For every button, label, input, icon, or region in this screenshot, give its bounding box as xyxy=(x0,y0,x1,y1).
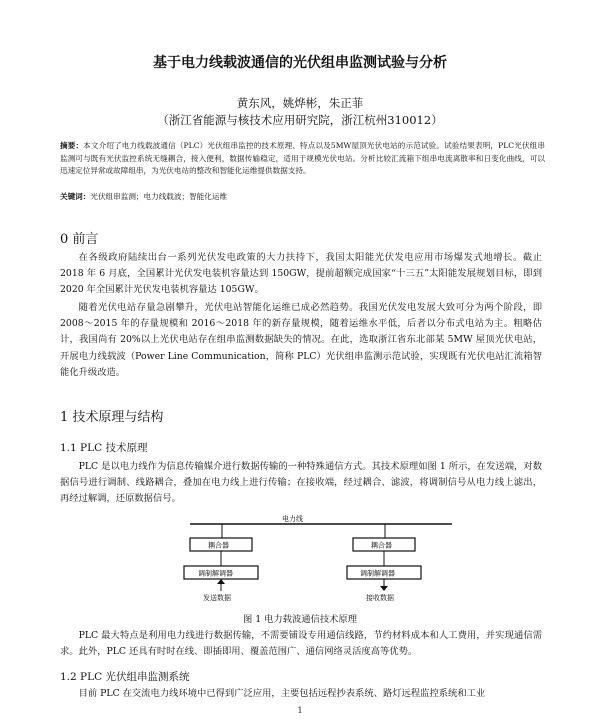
right-coupler-label: 耦合器 xyxy=(371,541,392,550)
modulator-label: 调制解调器 xyxy=(198,569,233,578)
figure-caption: 图 1 电力载波通信技术原理 xyxy=(242,614,358,625)
plc-paragraph-2: PLC 最大特点是利用电力线进行数据传输，不需要铺设专用通信线路，节约材料成本和人工费用，并实现通信需求。此外，PLC 还具有时时在线、即插即用、覆盖范围广、通信网络灵活度高等优势。 xyxy=(60,630,542,658)
abstract-label: 摘要： xyxy=(60,141,84,150)
keywords-label: 关键词： xyxy=(60,192,91,201)
abstract-text: 本文介绍了电力线载波通信（PLC）光伏组串监控的技术原理、特点以及5MW屋顶光伏电站的示范试验。试验结果表明，PLC光伏组串监测可与既有光伏监控系统无缝耦合，接入便利，数据传输稳定，适用于规模光伏电站。分析比较汇流箱下组串电流离散率和日变化曲线，可以迅速定位异常或故障组串，为光伏电站的整改和智能化运维提供数据支持。 xyxy=(60,141,545,176)
paper-title: 基于电力线载波通信的光伏组串监测试验与分析 xyxy=(153,55,447,71)
send-data-label: 发送数据 xyxy=(203,594,231,602)
section-heading-intro: 0 前言 xyxy=(60,232,99,247)
page-number: 1 xyxy=(297,706,303,715)
author-list: 黄东风，姚烨彬，朱正菲 xyxy=(236,96,364,110)
intro-paragraph-2: 随着光伏电站存量急剧攀升，光伏电站智能化运维已成必然趋势。我国光伏发电发展大致可分为两个阶段，即 2008～2015 年的存量规模和 2016～2018 年的新存量规模，随着运维水平低，后者以分布式电站为主。粗略估计，我国尚有 20%以上光伏电站存在组串监测数据缺失的情况。在此，选取浙江省东北部某 5MW 屋顶光伏电站，开展电力线载波（Power Line Communication，简称 PLC）光伏组串监测示范试验，实现既有光伏电站汇流箱智能化升级改造。 xyxy=(60,302,542,378)
keywords xyxy=(60,191,545,202)
demodulator-label: 调制解调器 xyxy=(360,569,395,578)
power-line-label: 电力线 xyxy=(282,515,303,523)
subsection-heading-pv-monitor: 1.2 PLC 光伏组串监测系统 xyxy=(60,671,190,683)
send-arrow-head xyxy=(217,579,225,584)
section-heading-principle: 1 技术原理与结构 xyxy=(60,410,164,425)
intro-paragraph-1: 在各级政府陆续出台一系列光伏发电政策的大力扶持下，我国太阳能光伏发电应用市场爆发式地增长。截止 2018 年 6 月底，全国累计光伏发电装机容量达到 150GW，提前超额完成国家“十三五”太阳能发展规划目标，即到 2020 年全国累计光伏发电装机容量达 105GW。 xyxy=(60,252,542,296)
plc-paragraph-1: PLC 是以电力线作为信息传输媒介进行数据传输的一种特殊通信方式。其技术原理如图 1 所示，在发送端，对数据信号进行调制、线路耦合，叠加在电力线上进行传输；在接收端，经过耦合、滤波，将调制信号从电力线上滤出，再经过解调，还原数据信号。 xyxy=(60,461,542,505)
keywords-text: 光伏组串监测；电力线载波；智能化运维 xyxy=(90,192,228,201)
recv-data-label: 接收数据 xyxy=(366,594,394,602)
left-coupler-label: 耦合器 xyxy=(208,541,229,550)
abstract xyxy=(60,140,545,178)
subsection-heading-plc: 1.1 PLC 技术原理 xyxy=(60,442,148,454)
pv-monitor-paragraph-1: 目前 PLC 在交流电力线环境中已得到广泛应用，主要包括远程抄表系统、路灯远程监控系统和工业 xyxy=(78,688,486,699)
figure-plc-principle xyxy=(170,514,470,606)
recv-arrow-head xyxy=(380,586,388,591)
affiliation: （浙江省能源与核技术应用研究院，浙江杭州310012） xyxy=(157,113,443,127)
